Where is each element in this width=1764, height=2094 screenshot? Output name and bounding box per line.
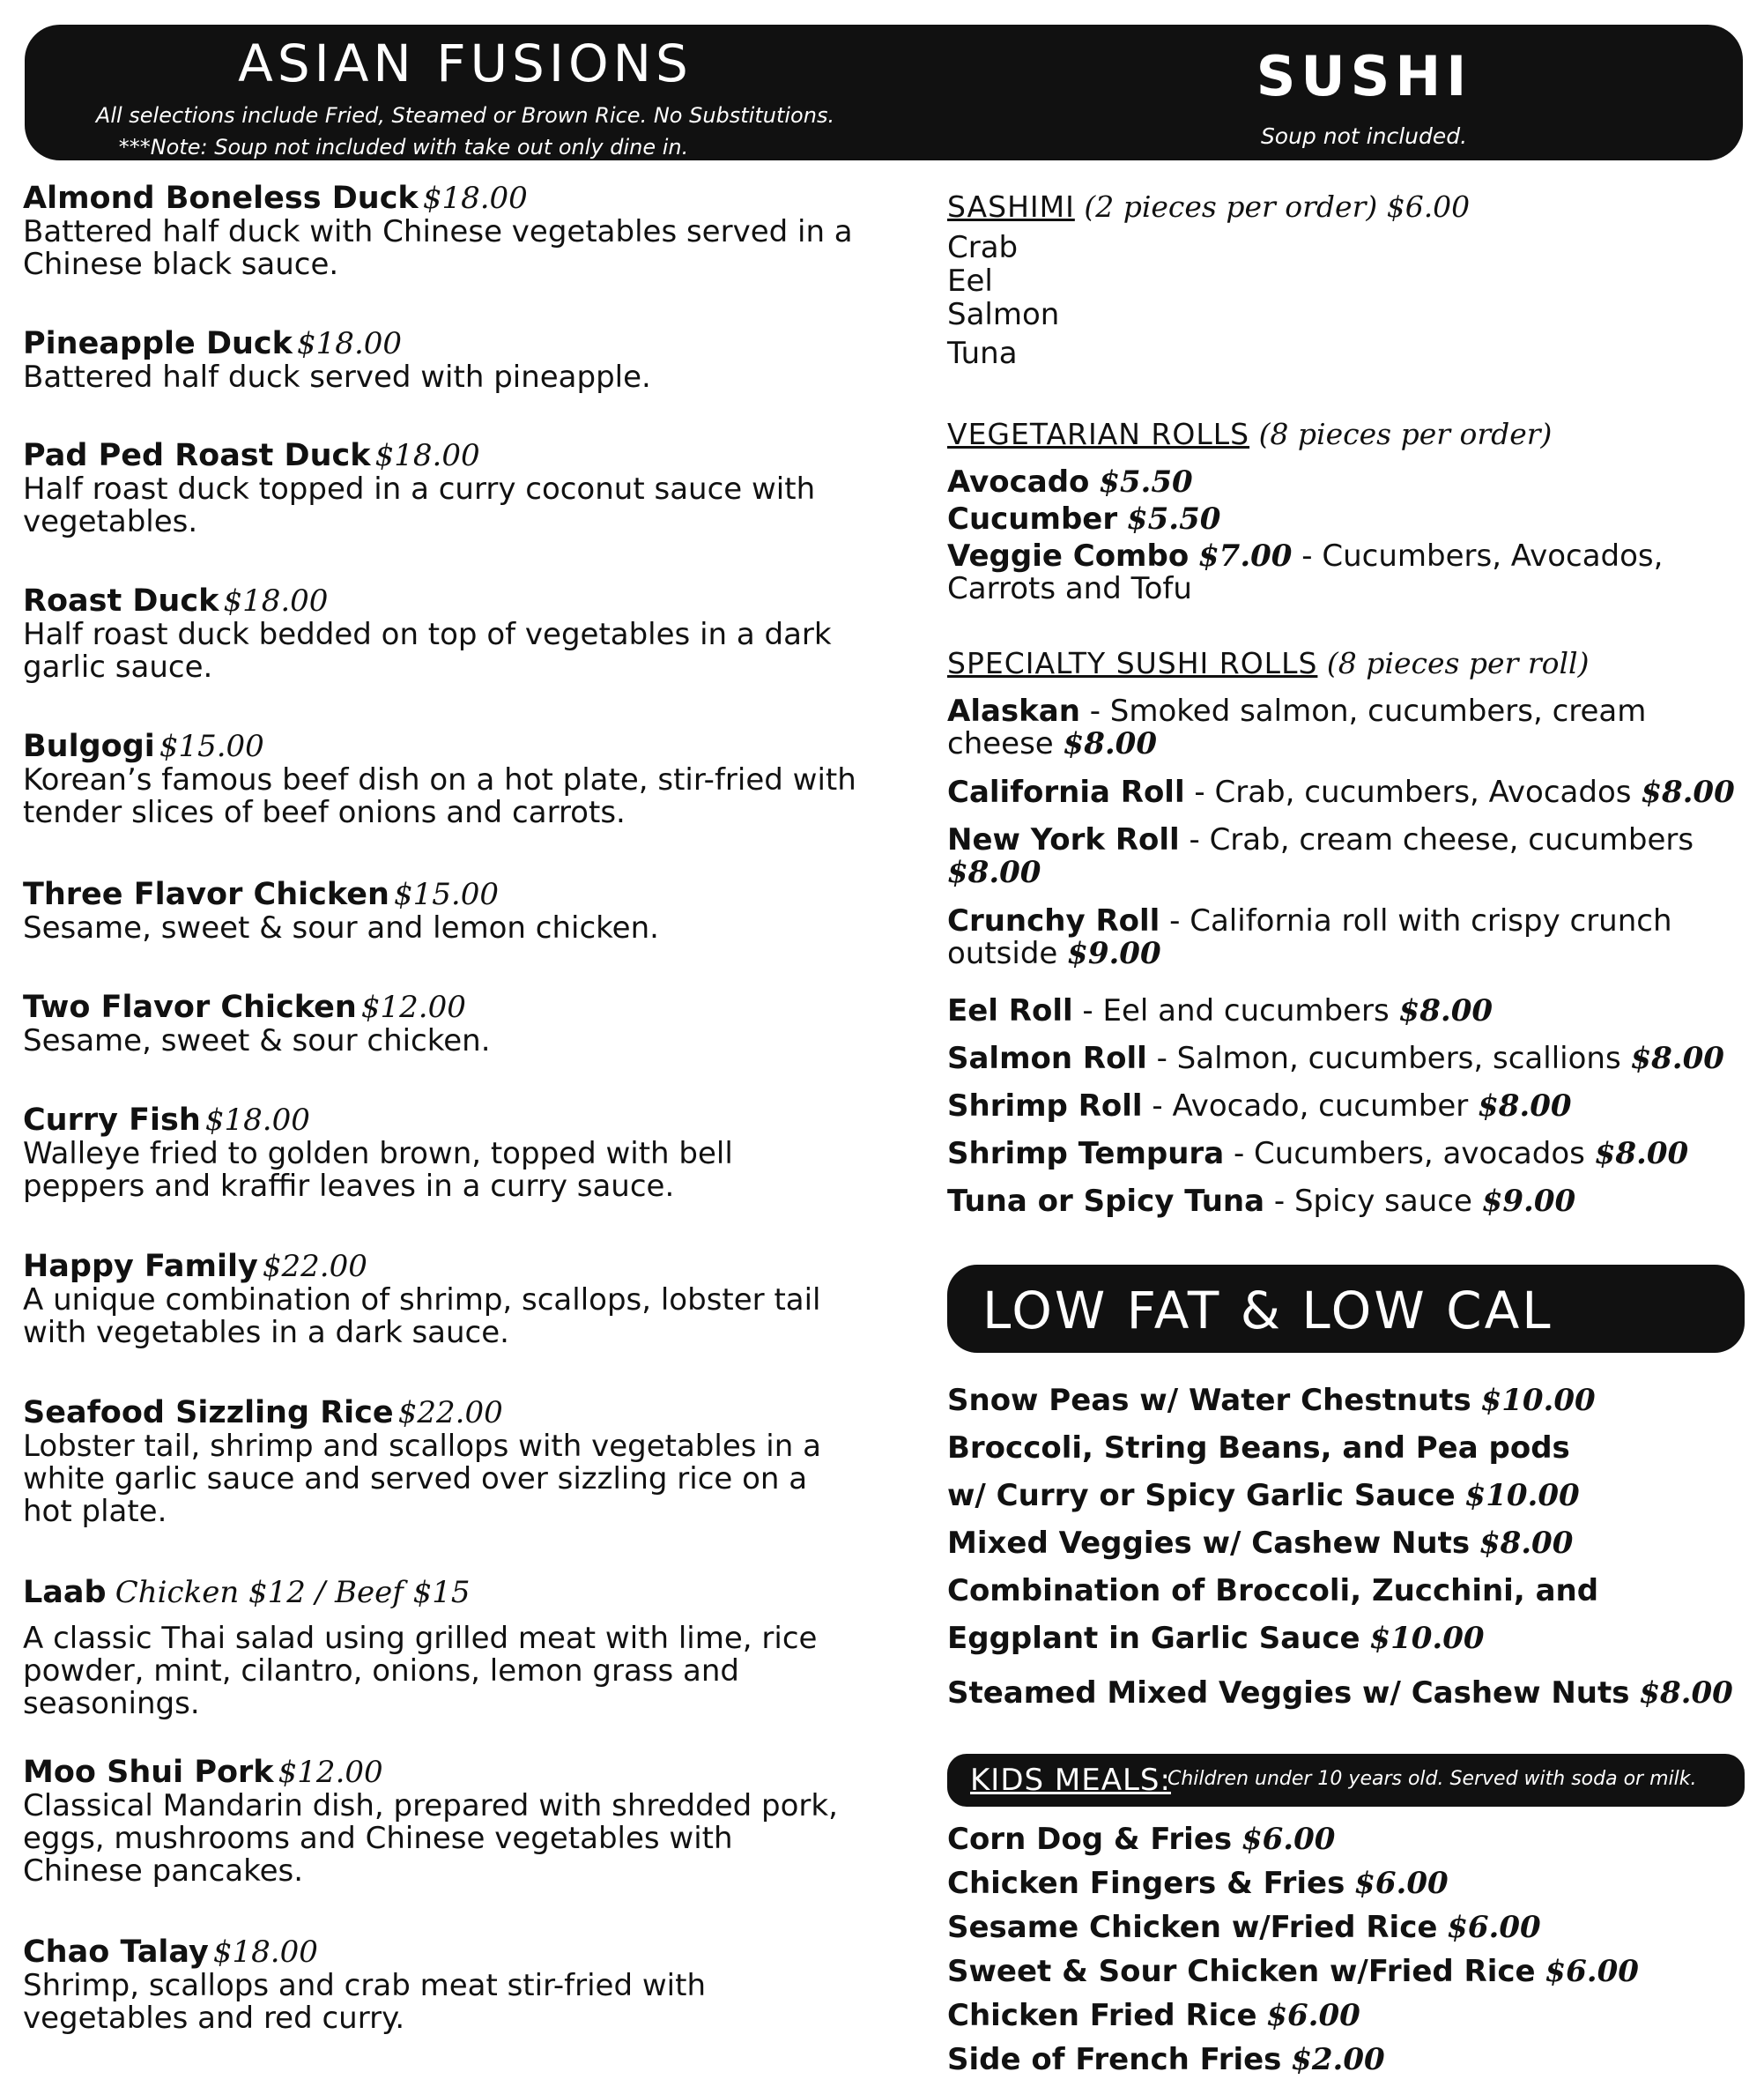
roll-name: Shrimp Tempura: [947, 1136, 1225, 1171]
lowfat-name: Snow Peas w/ Water Chestnuts: [947, 1383, 1471, 1418]
item-price: $18.00: [204, 1103, 310, 1138]
lowfat-banner: [947, 1265, 1745, 1353]
roll-description: - Crab, cream cheese, cucumbers: [1179, 822, 1694, 858]
lowfat-item: [947, 1622, 1485, 1655]
item-price: $12.00: [278, 1755, 383, 1790]
menu-item: [23, 583, 860, 684]
item-name: Two Flavor Chicken: [23, 990, 357, 1025]
item-name: Curry Fish: [23, 1103, 201, 1138]
roll-name: New York Roll: [947, 822, 1180, 858]
roll-item: [947, 995, 1493, 1028]
specialty-rolls-note: (8 pieces per roll): [1326, 646, 1590, 680]
kids-item: [947, 1912, 1541, 1944]
item-name: Almond Boneless Duck: [23, 181, 419, 216]
item-description: Lobster tail, shrimp and scallops with vegetables in a white garlic sauce and served over sizzling rice on a hot plate.: [23, 1429, 821, 1529]
item-name: Three Flavor Chicken: [23, 877, 389, 912]
kids-price: $2.00: [1291, 2042, 1385, 2077]
item-price: $18.00: [374, 438, 480, 473]
item-name: Moo Shui Pork: [23, 1755, 274, 1790]
roll-item: [947, 540, 1723, 605]
roll-description: - California roll with crispy crunch outside: [947, 903, 1672, 971]
sashimi-note: (2 pieces per order) $6.00: [1084, 189, 1471, 224]
item-price: $18.00: [297, 326, 403, 361]
item-description: A unique combination of shrimp, scallops, lobster tail with vegetables in a dark sauce.: [23, 1282, 821, 1350]
roll-name: Tuna or Spicy Tuna: [947, 1184, 1265, 1219]
roll-price: $8.00: [1630, 1041, 1724, 1076]
roll-description: - Spicy sauce: [1264, 1184, 1482, 1219]
item-name: Happy Family: [23, 1249, 258, 1284]
sashimi-item: Crab: [947, 230, 1019, 265]
kids-item: [947, 2044, 1385, 2076]
menu-item: [23, 1755, 860, 1888]
roll-price: $8.00: [947, 855, 1041, 890]
item-name: Roast Duck: [23, 583, 219, 619]
roll-price: $8.00: [1641, 775, 1735, 810]
menu-item: [23, 326, 860, 394]
asian-fusions-note-soup: ***Note: Soup not included with take out only dine in.: [118, 135, 689, 160]
item-name: Pad Ped Roast Duck: [23, 438, 371, 473]
roll-item: [947, 503, 1220, 536]
lowfat-price: $10.00: [1464, 1478, 1580, 1513]
item-price: $15.00: [393, 877, 499, 912]
roll-description: - Avocado, cucumber: [1142, 1088, 1479, 1124]
roll-name: Crunchy Roll: [947, 903, 1160, 939]
kids-item: [947, 1868, 1449, 1900]
item-price: $18.00: [212, 1934, 318, 1970]
roll-price: $5.50: [1099, 464, 1193, 500]
lowfat-name: Eggplant in Garlic Sauce: [947, 1621, 1360, 1656]
kids-price: $6.00: [1266, 1998, 1360, 2033]
roll-name: Alaskan: [947, 694, 1080, 729]
item-description: A classic Thai salad using grilled meat with lime, rice powder, mint, cilantro, onions, lemon grass and seasonings.: [23, 1621, 818, 1721]
kids-item: [947, 1823, 1335, 1856]
kids-name: Chicken Fingers & Fries: [947, 1866, 1345, 1901]
kids-name: Side of French Fries: [947, 2042, 1282, 2077]
roll-price: $8.00: [1478, 1088, 1572, 1124]
lowfat-name: w/ Curry or Spicy Garlic Sauce: [947, 1478, 1456, 1513]
roll-name: Veggie Combo: [947, 538, 1190, 574]
lowfat-name: Steamed Mixed Veggies w/ Cashew Nuts: [947, 1675, 1630, 1711]
item-price: $12.00: [360, 990, 466, 1025]
roll-price: $5.50: [1126, 501, 1221, 537]
kids-price: $6.00: [1354, 1866, 1449, 1901]
item-price: $15.00: [159, 729, 264, 764]
roll-item: [947, 824, 1723, 889]
specialty-rolls-heading: [947, 646, 1589, 680]
item-description: Half roast duck topped in a curry coconut sauce with vegetables.: [23, 472, 816, 539]
menu-item: [23, 990, 860, 1058]
asian-fusions-title: ASIAN FUSIONS: [238, 33, 693, 93]
item-description: Battered half duck with Chinese vegetables served in a Chinese black sauce.: [23, 214, 853, 282]
item-name: Bulgogi: [23, 729, 155, 764]
roll-description: - Eel and cucumbers: [1072, 993, 1399, 1028]
menu-item: [23, 181, 860, 281]
lowfat-item: [947, 1677, 1733, 1710]
menu-item: [23, 1575, 860, 1720]
sushi-note: Soup not included.: [1260, 123, 1468, 149]
kids-banner: [947, 1754, 1745, 1807]
roll-item: [947, 1185, 1575, 1218]
roll-price: $7.00: [1198, 538, 1293, 574]
roll-item: [947, 905, 1687, 970]
lowfat-item: [947, 1527, 1573, 1560]
roll-name: California Roll: [947, 775, 1185, 810]
lowfat-name: Broccoli, String Beans, and Pea pods: [947, 1430, 1570, 1466]
sashimi-heading: [947, 189, 1470, 224]
roll-item: [947, 1138, 1688, 1170]
item-description: Half roast duck bedded on top of vegetables in a dark garlic sauce.: [23, 617, 832, 685]
sashimi-item: Tuna: [947, 336, 1018, 371]
vegetarian-rolls-title: VEGETARIAN ROLLS: [947, 417, 1250, 451]
item-price: $18.00: [422, 181, 528, 216]
vegetarian-rolls-note: (8 pieces per order): [1258, 417, 1553, 451]
item-name: Chao Talay: [23, 1934, 209, 1970]
roll-price: $8.00: [1594, 1136, 1689, 1171]
roll-description: - Smoked salmon, cucumbers, cream cheese: [947, 694, 1647, 761]
item-description: Shrimp, scallops and crab meat stir-fried with vegetables and red curry.: [23, 1968, 706, 2036]
menu-item: [23, 1249, 860, 1349]
menu-item: [23, 877, 860, 945]
item-description: Classical Mandarin dish, prepared with shredded pork, eggs, mushrooms and Chinese vegetables with Chinese pancakes.: [23, 1788, 838, 1889]
roll-item: [947, 695, 1745, 761]
lowfat-price: $10.00: [1369, 1621, 1485, 1656]
lowfat-item: [947, 1480, 1580, 1512]
sushi-title: SUSHI: [1256, 44, 1472, 108]
kids-item: [947, 1956, 1639, 1988]
lowfat-price: $8.00: [1479, 1526, 1574, 1561]
roll-price: $8.00: [1063, 726, 1157, 761]
lowfat-price: $10.00: [1480, 1383, 1596, 1418]
item-description: Sesame, sweet & sour chicken.: [23, 1023, 491, 1058]
menu-item: [23, 438, 860, 538]
lowfat-item: [947, 1432, 1570, 1465]
roll-name: Avocado: [947, 464, 1090, 500]
item-description: Battered half duck served with pineapple.: [23, 360, 651, 395]
kids-price: $6.00: [1447, 1910, 1541, 1945]
item-description: Sesame, sweet & sour and lemon chicken.: [23, 910, 659, 946]
roll-name: Salmon Roll: [947, 1041, 1147, 1076]
item-description: Korean’s famous beef dish on a hot plate, stir-fried with tender slices of beef onions and carrots.: [23, 762, 856, 830]
item-price: Chicken $12 / Beef $15: [115, 1575, 471, 1610]
item-name: Seafood Sizzling Rice: [23, 1395, 394, 1430]
lowfat-item: [947, 1385, 1596, 1417]
roll-item: [947, 1090, 1572, 1123]
sashimi-item: Salmon: [947, 297, 1060, 332]
kids-title: KIDS MEALS:: [970, 1763, 1171, 1798]
roll-item: [947, 1043, 1724, 1075]
item-price: $22.00: [262, 1249, 367, 1284]
item-price: $22.00: [397, 1395, 503, 1430]
menu-item: [23, 1395, 860, 1528]
item-name: Laab: [23, 1575, 107, 1610]
roll-name: Shrimp Roll: [947, 1088, 1143, 1124]
lowfat-name: Mixed Veggies w/ Cashew Nuts: [947, 1526, 1471, 1561]
roll-item: [947, 466, 1193, 499]
lowfat-price: $8.00: [1639, 1675, 1733, 1711]
vegetarian-rolls-heading: [947, 417, 1552, 451]
lowfat-name: Combination of Broccoli, Zucchini, and: [947, 1573, 1599, 1608]
kids-name: Sesame Chicken w/Fried Rice: [947, 1910, 1438, 1945]
roll-price: $9.00: [1067, 936, 1161, 971]
roll-description: - Salmon, cucumbers, scallions: [1146, 1041, 1631, 1076]
asian-fusions-note-rice: All selections include Fried, Steamed or Brown Rice. No Substitutions.: [95, 103, 835, 128]
roll-price: $8.00: [1398, 993, 1493, 1028]
kids-note: Children under 10 years old. Served with soda or milk.: [1167, 1768, 1697, 1790]
menu-item: [23, 1934, 860, 2035]
menu-item: [23, 1103, 860, 1203]
kids-item: [947, 2000, 1360, 2032]
roll-description: - Cucumbers, Avocados, Carrots and Tofu: [947, 538, 1664, 606]
kids-name: Sweet & Sour Chicken w/Fried Rice: [947, 1954, 1536, 1989]
roll-price: $9.00: [1481, 1184, 1576, 1219]
sashimi-title: SASHIMI: [947, 189, 1075, 224]
kids-price: $6.00: [1545, 1954, 1639, 1989]
roll-description: - Cucumbers, avocados: [1224, 1136, 1595, 1171]
sashimi-item: Eel: [947, 264, 993, 299]
header-banner: [25, 25, 1743, 160]
roll-item: [947, 776, 1745, 809]
roll-name: Eel Roll: [947, 993, 1073, 1028]
kids-name: Chicken Fried Rice: [947, 1998, 1257, 2033]
lowfat-title: LOW FAT & LOW CAL: [982, 1281, 1553, 1340]
item-name: Pineapple Duck: [23, 326, 293, 361]
item-description: Walleye fried to golden brown, topped with bell peppers and kraffir leaves in a curry sauce.: [23, 1136, 733, 1204]
specialty-rolls-title: SPECIALTY SUSHI ROLLS: [947, 646, 1318, 680]
roll-description: - Crab, cucumbers, Avocados: [1184, 775, 1642, 810]
kids-price: $6.00: [1241, 1822, 1336, 1857]
item-price: $18.00: [223, 583, 329, 619]
roll-name: Cucumber: [947, 501, 1118, 537]
menu-item: [23, 729, 860, 829]
lowfat-item: [947, 1575, 1598, 1608]
kids-name: Corn Dog & Fries: [947, 1822, 1233, 1857]
